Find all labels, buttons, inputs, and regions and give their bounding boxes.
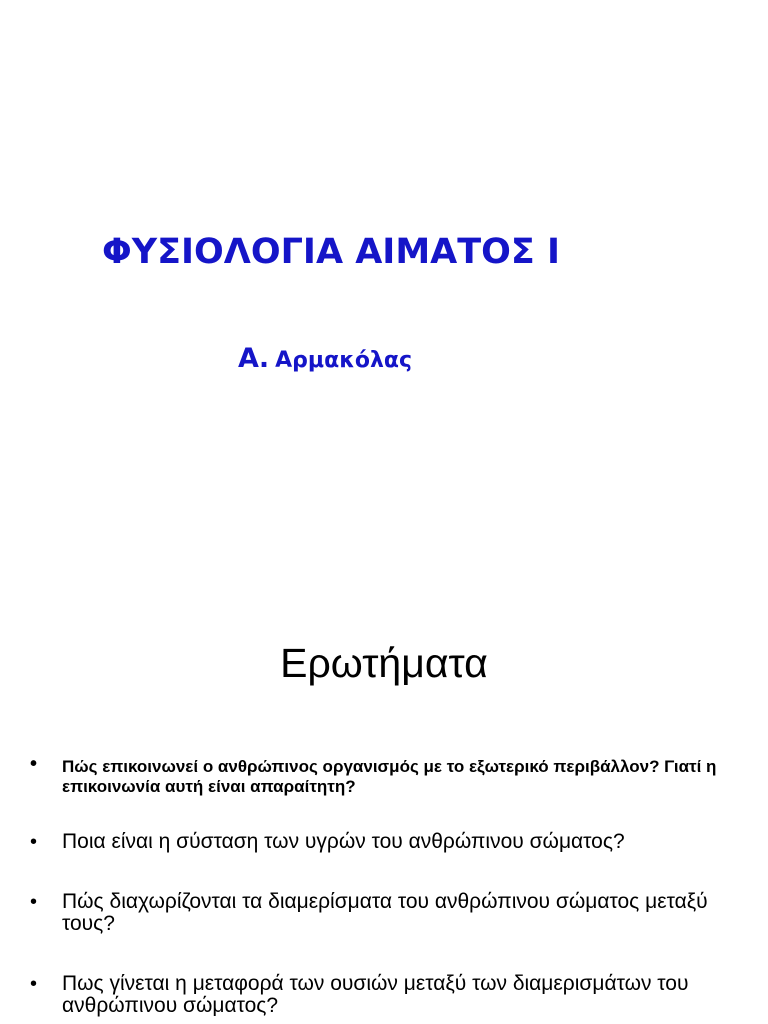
question-text: Πώς διαχωρίζονται τα διαμερίσματα του ανθρώπινου σώματος μεταξύ τους? [62, 890, 708, 935]
list-item [30, 753, 730, 797]
bullet-icon: • [30, 831, 38, 853]
questions-list [30, 753, 730, 1017]
question-text: Ποια είναι η σύσταση των υγρών του ανθρώπινου σώματος? [62, 830, 625, 853]
list-item [30, 891, 730, 935]
question-text: Πώς επικοινωνεί ο ανθρώπινος οργανισμός με το εξωτερικό περιβάλλον? Γιατί η επικοινωνία αυτή είναι απαραίτητη? [62, 757, 717, 796]
author-surname: Αρμακόλας [275, 348, 413, 373]
questions-heading: Ερωτήματα [280, 640, 488, 686]
questions-slide [0, 512, 768, 1024]
bullet-icon: • [30, 891, 38, 913]
author-name [238, 343, 412, 374]
author-initial: Α. [238, 343, 270, 374]
bullet-icon: • [30, 753, 38, 775]
slide-title: ΦΥΣΙΟΛΟΓΙΑ ΑΙΜΑΤΟΣ Ι [102, 232, 560, 272]
question-text: Πως γίνεται η μεταφορά των ουσιών μεταξύ των διαμερισμάτων του ανθρώπινου σώματος? [62, 972, 689, 1017]
bullet-icon: • [30, 973, 38, 995]
list-item [30, 831, 730, 853]
list-item [30, 973, 730, 1017]
